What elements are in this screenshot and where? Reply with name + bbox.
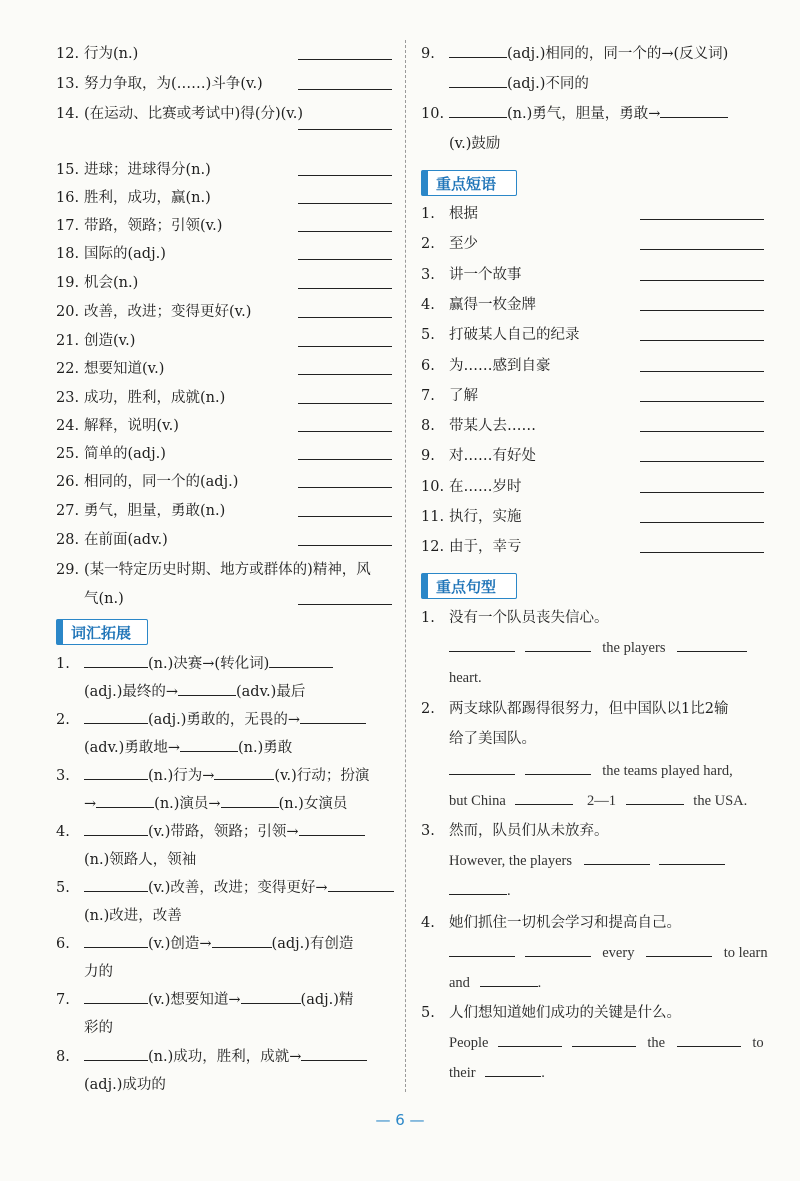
- sentences-title: 重点句型: [436, 578, 497, 596]
- blank[interactable]: [660, 105, 728, 118]
- item-text: 相同的，同一个的(adj.): [84, 474, 239, 490]
- sentence-2-en-c: 2—1: [587, 793, 617, 809]
- item-text: 简单的(adj.): [84, 446, 166, 462]
- item-number: 14.: [56, 106, 80, 122]
- expand-item: [56, 878, 392, 898]
- blank[interactable]: [449, 762, 515, 775]
- item-text: 至少: [449, 236, 478, 252]
- item-number: 4.: [421, 297, 435, 313]
- expand-item-line2: [56, 1018, 392, 1038]
- answer-blank[interactable]: [640, 298, 764, 311]
- answer-blank[interactable]: [298, 592, 392, 605]
- item-text: 行为(n.): [84, 46, 139, 62]
- item-text: (v.)行动；扮演: [274, 768, 370, 784]
- phrase-item: [421, 507, 764, 527]
- item-text: (adj.)最终的→: [84, 684, 178, 700]
- blank[interactable]: [84, 767, 148, 780]
- answer-blank[interactable]: [298, 334, 392, 347]
- vocab-item: [56, 416, 392, 436]
- item-text: 为……感到自豪: [449, 358, 551, 374]
- answer-blank[interactable]: [298, 163, 392, 176]
- sentence-2-en-b: but China: [449, 793, 506, 809]
- blank[interactable]: [84, 711, 148, 724]
- item-text: 赢得一枚金牌: [449, 297, 536, 313]
- blank[interactable]: [84, 823, 148, 836]
- blank[interactable]: [525, 944, 591, 957]
- vocab-item: [56, 388, 392, 408]
- phrase-item: [421, 356, 764, 376]
- item-number: 2.: [56, 712, 70, 728]
- sentence-5-en-line2: their .: [449, 1065, 545, 1081]
- item-text: 想要知道(v.): [84, 361, 165, 377]
- blank[interactable]: [480, 974, 538, 987]
- item-number: 12.: [56, 46, 80, 62]
- vocab-item: [56, 188, 392, 208]
- answer-blank[interactable]: [298, 247, 392, 260]
- blank[interactable]: [449, 944, 515, 957]
- blank[interactable]: [626, 792, 684, 805]
- item-text: 胜利，成功，赢(n.): [84, 190, 211, 206]
- sentences-header: [421, 573, 517, 599]
- item-number: 5.: [56, 880, 70, 896]
- item-text: (n.)女演员: [278, 796, 348, 812]
- blank[interactable]: [214, 767, 274, 780]
- sentence-5-en-a: People: [449, 1035, 489, 1051]
- item-number: 18.: [56, 246, 80, 262]
- phrase-item: [421, 204, 764, 224]
- expand-item: [56, 766, 392, 786]
- vocab-item: [56, 501, 392, 521]
- item-text: (在运动、比赛或考试中)得(分)(v.): [84, 106, 304, 122]
- vocab-item: [56, 74, 392, 94]
- sentence-4-en: [449, 943, 768, 963]
- item-number: 2.: [421, 236, 435, 252]
- item-text: 了解: [449, 388, 478, 404]
- vocab-item: [56, 44, 392, 64]
- blank[interactable]: [178, 683, 236, 696]
- item-number: 24.: [56, 418, 80, 434]
- answer-blank[interactable]: [298, 419, 392, 432]
- sentence-4-en-line2: and .: [449, 975, 542, 991]
- answer-blank[interactable]: [298, 276, 392, 289]
- answer-blank[interactable]: [640, 389, 764, 402]
- item-number: 7.: [56, 992, 70, 1008]
- item-number: 3.: [56, 768, 70, 784]
- item-text: 根据: [449, 206, 478, 222]
- expand-item-line2: [56, 682, 392, 702]
- sentence-4-en-a: every: [602, 945, 635, 961]
- blank[interactable]: [84, 655, 148, 668]
- item-number: 3.: [421, 267, 435, 283]
- item-number: 15.: [56, 162, 80, 178]
- blank[interactable]: [449, 45, 507, 58]
- sentence-5-en-c: to: [752, 1035, 764, 1051]
- item-text: (n.)决赛→(转化词): [148, 656, 270, 672]
- answer-blank[interactable]: [640, 237, 764, 250]
- blank[interactable]: [572, 1034, 636, 1047]
- item-text: (n.)领路人，领袖: [84, 852, 197, 868]
- answer-blank[interactable]: [298, 533, 392, 546]
- answer-blank[interactable]: [298, 47, 392, 60]
- item-number: 21.: [56, 333, 80, 349]
- vocab-item: [56, 359, 392, 379]
- item-number: 26.: [56, 474, 80, 490]
- item-text: →: [84, 796, 97, 812]
- expand-item-line2: [56, 1075, 392, 1095]
- sentence-3-en: [449, 851, 764, 871]
- expand-item: [56, 934, 392, 954]
- sentence-2-en-d: the USA.: [693, 793, 748, 809]
- item-text: (adv.)勇敢地→: [84, 740, 180, 756]
- blank[interactable]: [269, 655, 333, 668]
- blank[interactable]: [328, 879, 394, 892]
- sentence-2: 2. 两支球队都踢得很努力，但中国队以1比2输: [421, 701, 729, 717]
- item-text: (adv.)最后: [236, 684, 306, 700]
- expand-item-10-line2: [421, 134, 764, 154]
- item-text: 改善，改进；变得更好(v.): [84, 304, 252, 320]
- item-text: 带某人去……: [449, 418, 536, 434]
- expand-item-9-line2: [421, 74, 764, 94]
- item-text: (n.)改进，改善: [84, 908, 182, 924]
- item-number: 23.: [56, 390, 80, 406]
- sentence-3-en-a: However, the players: [449, 853, 573, 869]
- item-number: 6.: [421, 358, 435, 374]
- blank[interactable]: [449, 882, 507, 895]
- answer-blank[interactable]: [640, 268, 764, 281]
- phrase-item: [421, 325, 764, 345]
- expand-item-line2: [56, 906, 392, 926]
- item-number: 28.: [56, 532, 80, 548]
- expand-9-text-b: (adj.)不同的: [507, 76, 589, 92]
- answer-blank[interactable]: [298, 219, 392, 232]
- item-text: (adj.)有创造: [271, 936, 354, 952]
- vocab-item: [56, 331, 392, 351]
- item-text: (v.)想要知道→: [148, 992, 241, 1008]
- blank[interactable]: [84, 1048, 148, 1061]
- blank[interactable]: [677, 1034, 741, 1047]
- answer-blank[interactable]: [640, 328, 764, 341]
- sentence-2-cn: 两支球队都踢得很努力，但中国队以1比2输: [449, 701, 729, 717]
- phrases-title: 重点短语: [436, 175, 497, 193]
- item-number: 4.: [56, 824, 70, 840]
- blank[interactable]: [449, 75, 507, 88]
- page-number: — 6 —: [375, 1111, 425, 1129]
- sentence-1-en-a: the players: [602, 640, 666, 656]
- item-text: 努力争取，为(……)斗争(v.): [84, 76, 263, 92]
- vocab-item: [56, 560, 392, 580]
- sentence-1: 1. 没有一个队员丧失信心。: [421, 610, 609, 626]
- expand-item-line2: [56, 738, 392, 758]
- phrases-header: [421, 170, 517, 196]
- vocab-item: [56, 216, 392, 236]
- item-text: (n.)演员→: [154, 796, 221, 812]
- expand-item-line2: [56, 962, 392, 982]
- blank[interactable]: [646, 944, 712, 957]
- blank[interactable]: [180, 739, 238, 752]
- blank[interactable]: [84, 879, 148, 892]
- item-text: (adj.)勇敢的，无畏的→: [148, 712, 300, 728]
- sentence-5-cn: 人们想知道她们成功的关键是什么。: [449, 1005, 681, 1021]
- vocab-item: [56, 244, 392, 264]
- answer-blank[interactable]: [298, 504, 392, 517]
- item-text: (v.)改善，改进；变得更好→: [148, 880, 328, 896]
- item-number: 8.: [56, 1049, 70, 1065]
- vocab-item: [56, 472, 392, 492]
- answer-blank[interactable]: [298, 362, 392, 375]
- item-text: 打破某人自己的纪录: [449, 327, 580, 343]
- vocab-item: [56, 160, 392, 180]
- vocab-item: [56, 273, 392, 293]
- sentence-2-line2: [449, 729, 764, 749]
- item-number: 7.: [421, 388, 435, 404]
- phrase-item: [421, 234, 764, 254]
- item-number: 1.: [421, 206, 435, 222]
- sentence-1-en: [449, 638, 764, 658]
- phrase-item: [421, 386, 764, 406]
- expand-item-10: 10. (n.)勇气，胆量，勇敢→: [421, 104, 764, 124]
- blank[interactable]: [525, 762, 591, 775]
- vocab-item: [56, 444, 392, 464]
- item-text: 执行，实施: [449, 509, 522, 525]
- sentence-5-en-d: their: [449, 1065, 476, 1081]
- phrase-item: [421, 295, 764, 315]
- sentence-4-cn: 她们抓住一切机会学习和提高自己。: [449, 915, 681, 931]
- answer-blank[interactable]: [640, 419, 764, 432]
- item-text: 成功，胜利，成就(n.): [84, 390, 226, 406]
- blank[interactable]: [212, 935, 272, 948]
- item-number: 25.: [56, 446, 80, 462]
- item-number: 1.: [56, 656, 70, 672]
- item-text: 对……有好处: [449, 448, 536, 464]
- item-text: (adj.)成功的: [84, 1077, 166, 1093]
- item-text: (n.)成功，胜利，成就→: [148, 1049, 302, 1065]
- expand-item: [56, 822, 392, 842]
- blank[interactable]: [485, 1064, 541, 1077]
- item-text: 勇气，胆量，勇敢(n.): [84, 503, 226, 519]
- answer-blank[interactable]: [298, 391, 392, 404]
- blank[interactable]: [449, 639, 515, 652]
- item-text: (n.)勇敢: [237, 740, 293, 756]
- item-text: 解释，说明(v.): [84, 418, 179, 434]
- expand-9-text-a: (adj.)相同的，同一个的→(反义词): [507, 46, 729, 62]
- expand-item: [56, 1047, 392, 1067]
- blank[interactable]: [84, 935, 148, 948]
- answer-blank[interactable]: [640, 480, 764, 493]
- item-number: 5.: [421, 327, 435, 343]
- item-number: 16.: [56, 190, 80, 206]
- item-text: (n.)行为→: [148, 768, 215, 784]
- blank[interactable]: [96, 795, 154, 808]
- sentence-5-en-b: the: [647, 1035, 666, 1051]
- sentence-3-en-line2: .: [449, 881, 764, 901]
- item-text: 由于，幸亏: [449, 539, 522, 555]
- sentence-5: 5. 人们想知道她们成功的关键是什么。: [421, 1005, 681, 1021]
- answer-blank[interactable]: [298, 117, 392, 130]
- phrase-item: [421, 537, 764, 557]
- item-number: 20.: [56, 304, 80, 320]
- item-number: 29.: [56, 562, 80, 578]
- vocab-item: [56, 302, 392, 322]
- item-text: 讲一个故事: [449, 267, 522, 283]
- sentence-4: 4. 她们抓住一切机会学习和提高自己。: [421, 915, 681, 931]
- blank[interactable]: [584, 852, 650, 865]
- item-number: 9.: [421, 448, 435, 464]
- item-number: 12.: [421, 539, 445, 555]
- item-number: 6.: [56, 936, 70, 952]
- blank[interactable]: [241, 991, 301, 1004]
- item-text: 彩的: [84, 1020, 113, 1036]
- item-text: 创造(v.): [84, 333, 136, 349]
- expand-item-line2: [56, 850, 392, 870]
- sentence-2-en-line2: [449, 791, 764, 811]
- answer-blank[interactable]: [640, 207, 764, 220]
- expand-10-text-a: (n.)勇气，胆量，勇敢→: [507, 106, 661, 122]
- sentence-1-en-line2: [449, 668, 764, 688]
- sentence-2-en-a: the teams played hard,: [602, 763, 733, 779]
- sentence-5-en: [449, 1033, 764, 1053]
- item-text: 在……岁时: [449, 479, 522, 495]
- expand-title: 词汇拓展: [71, 624, 132, 642]
- sentence-2-cn-b: 给了美国队。: [449, 731, 536, 747]
- item-text: (v.)带路，领路；引领→: [148, 824, 299, 840]
- item-text: 在前面(adv.): [84, 532, 168, 548]
- expand-header: [56, 619, 148, 645]
- item-number: 27.: [56, 503, 80, 519]
- vocab-item: [56, 530, 392, 550]
- vocab-item-29-line2: [56, 589, 392, 609]
- phrase-item: [421, 416, 764, 436]
- blank[interactable]: [525, 639, 591, 652]
- item-number: 11.: [421, 509, 445, 525]
- item-number: 10.: [421, 479, 445, 495]
- blank[interactable]: [221, 795, 279, 808]
- item-text: 机会(n.): [84, 275, 139, 291]
- blank[interactable]: [659, 852, 725, 865]
- answer-blank[interactable]: [640, 449, 764, 462]
- blank[interactable]: [84, 991, 148, 1004]
- answer-blank[interactable]: [640, 510, 764, 523]
- blank[interactable]: [301, 1048, 367, 1061]
- item-number: 8.: [421, 418, 435, 434]
- sentence-1-cn: 没有一个队员丧失信心。: [449, 610, 609, 626]
- expand-item: [56, 654, 392, 674]
- item-text: 国际的(adj.): [84, 246, 166, 262]
- expand-item: [56, 990, 392, 1010]
- blank[interactable]: [498, 1034, 562, 1047]
- answer-blank[interactable]: [298, 191, 392, 204]
- expand-item-9: 9. (adj.)相同的，同一个的→(反义词): [421, 46, 729, 62]
- blank[interactable]: [449, 105, 507, 118]
- answer-blank[interactable]: [640, 359, 764, 372]
- item-number: 22.: [56, 361, 80, 377]
- answer-blank[interactable]: [298, 447, 392, 460]
- phrase-item: [421, 265, 764, 285]
- answer-blank[interactable]: [298, 77, 392, 90]
- sentence-4-en-c: and: [449, 975, 470, 991]
- answer-blank[interactable]: [298, 305, 392, 318]
- expand-10-text-b: (v.)鼓励: [449, 136, 501, 152]
- item-number: 19.: [56, 275, 80, 291]
- sentence-1-en-b: heart.: [449, 670, 482, 686]
- blank[interactable]: [677, 639, 747, 652]
- blank[interactable]: [299, 823, 365, 836]
- blank[interactable]: [300, 711, 366, 724]
- item-text: 进球；进球得分(n.): [84, 162, 211, 178]
- item-text: 力的: [84, 964, 113, 980]
- answer-blank[interactable]: [298, 475, 392, 488]
- item-text: 气(n.): [84, 591, 124, 607]
- item-text: (v.)创造→: [148, 936, 212, 952]
- item-text: 带路，领路；引领(v.): [84, 218, 223, 234]
- phrase-item: [421, 477, 764, 497]
- item-text: (某一特定历史时期、地方或群体的)精神，风: [84, 562, 371, 578]
- column-divider: [405, 40, 406, 1092]
- item-number: 17.: [56, 218, 80, 234]
- sentence-2-en: [449, 761, 764, 781]
- sentence-4-en-b: to learn: [723, 945, 768, 961]
- expand-item-line2: [56, 794, 392, 814]
- item-text: (adj.)精: [300, 992, 354, 1008]
- answer-blank[interactable]: [640, 540, 764, 553]
- blank[interactable]: [515, 792, 573, 805]
- sentence-3-cn: 然而，队员们从未放弃。: [449, 823, 609, 839]
- sentence-3: 3. 然而，队员们从未放弃。: [421, 823, 609, 839]
- phrase-item: [421, 446, 764, 466]
- item-number: 13.: [56, 76, 80, 92]
- expand-item: [56, 710, 392, 730]
